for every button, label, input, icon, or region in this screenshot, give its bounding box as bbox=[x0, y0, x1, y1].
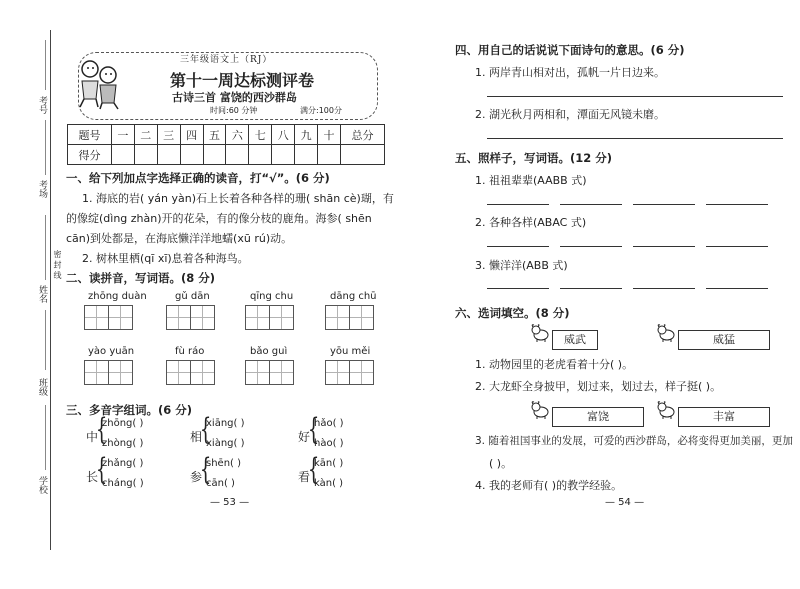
exam-title: 第十一周达标测评卷 bbox=[170, 71, 315, 90]
score-cell: 一 bbox=[111, 125, 134, 145]
score-cell: 六 bbox=[226, 125, 249, 145]
answer-line[interactable] bbox=[487, 204, 549, 205]
name-label: 姓名 bbox=[37, 285, 47, 303]
polyphone-option[interactable]: cháng( ) bbox=[102, 478, 144, 489]
section3-title: 三、多音字组词。(6 分) bbox=[66, 403, 193, 417]
answer-line[interactable] bbox=[633, 204, 695, 205]
answer-line[interactable] bbox=[487, 288, 549, 289]
page-number-right: — 54 — bbox=[605, 497, 645, 508]
time-label: 时间:60 分钟 bbox=[210, 106, 258, 115]
section2-title: 二、读拼音，写词语。(8 分) bbox=[66, 271, 216, 285]
polyphone-option[interactable]: kàn( ) bbox=[314, 478, 344, 489]
polyphone-option[interactable]: cān( ) bbox=[206, 478, 235, 489]
polyphone-option[interactable]: zhōng( ) bbox=[102, 418, 144, 429]
brace-icon: { bbox=[307, 452, 320, 487]
answer-line[interactable] bbox=[560, 288, 622, 289]
polyphone-option[interactable]: zhòng( ) bbox=[102, 438, 144, 449]
score-cell: 八 bbox=[272, 125, 295, 145]
polyphone-char: 好 bbox=[298, 430, 311, 444]
goat-icon bbox=[530, 400, 552, 420]
polyphone-option[interactable]: zhǎng( ) bbox=[102, 458, 144, 469]
answer-line[interactable] bbox=[633, 246, 695, 247]
goat-icon bbox=[656, 400, 678, 420]
word-choice[interactable]: 丰富 bbox=[678, 407, 770, 427]
polyphone-option[interactable]: xiàng( ) bbox=[206, 438, 245, 449]
word-choice[interactable]: 威武 bbox=[552, 330, 598, 350]
polyphone-char: 参 bbox=[190, 470, 203, 484]
s1-line: 2. 树林里栖(qī xī)息着各种海鸟。 bbox=[82, 252, 249, 265]
s6-question: 3. 随着祖国事业的发展，可爱的西沙群岛，必将变得更加美丽，更加 bbox=[475, 435, 793, 447]
s5-question: 1. 祖祖辈辈(AABB 式) bbox=[475, 174, 587, 187]
polyphone-option[interactable]: shēn( ) bbox=[206, 458, 242, 469]
pinyin-label: bǎo guì bbox=[250, 346, 288, 357]
section6-title: 六、选词填空。(8 分) bbox=[455, 306, 570, 320]
s1-line: 的像绽(dìng zhàn)开的花朵，有的像分枝的鹿角。海参( shēn bbox=[66, 212, 372, 225]
answer-line[interactable] bbox=[487, 96, 783, 97]
polyphone-option[interactable]: xiāng( ) bbox=[206, 418, 245, 429]
s4-question: 1. 两岸青山相对出，孤帆一片日边来。 bbox=[475, 66, 665, 79]
brace-icon: { bbox=[95, 412, 108, 447]
exam-subtitle: 古诗三首 富饶的西沙群岛 bbox=[172, 91, 297, 104]
exam-room-label: 考场 bbox=[37, 180, 47, 198]
polyphone-option[interactable]: hǎo( ) bbox=[314, 418, 344, 429]
word-choice[interactable]: 威猛 bbox=[678, 330, 770, 350]
exam-no-label: 考号 bbox=[37, 96, 47, 114]
score-cell: 总分 bbox=[340, 125, 384, 145]
pinyin-label: yōu měi bbox=[330, 346, 371, 357]
binding-line bbox=[50, 30, 51, 550]
writing-grid[interactable] bbox=[325, 360, 374, 385]
brace-icon: { bbox=[199, 452, 212, 487]
s6-question: 1. 动物园里的老虎看着十分( )。 bbox=[475, 358, 634, 371]
pinyin-label: dāng chū bbox=[330, 291, 377, 302]
section5-title: 五、照样子，写词语。(12 分) bbox=[455, 151, 613, 165]
answer-line[interactable] bbox=[633, 288, 695, 289]
word-choice[interactable]: 富饶 bbox=[552, 407, 644, 427]
score-cell: 十 bbox=[318, 125, 341, 145]
writing-grid[interactable] bbox=[84, 360, 133, 385]
score-cell: 二 bbox=[134, 125, 157, 145]
s1-line: 1. 海底的岩( yán yàn)石上长着各种各样的珊( shān cè)瑚，有 bbox=[82, 192, 394, 205]
section4-title: 四、用自己的话说说下面诗句的意思。(6 分) bbox=[455, 43, 685, 57]
polyphone-char: 长 bbox=[86, 470, 99, 484]
score-cell: 题号 bbox=[68, 125, 112, 145]
score-table bbox=[67, 124, 385, 165]
polyphone-char: 相 bbox=[190, 430, 203, 444]
score-cell: 七 bbox=[249, 125, 272, 145]
pinyin-label: gǔ dān bbox=[175, 291, 210, 302]
seal-line-label: 密 封 线 bbox=[53, 250, 62, 280]
polyphone-option[interactable]: hào( ) bbox=[314, 438, 344, 449]
writing-grid[interactable] bbox=[325, 305, 374, 330]
writing-grid[interactable] bbox=[245, 360, 294, 385]
answer-line[interactable] bbox=[487, 138, 783, 139]
writing-grid[interactable] bbox=[245, 305, 294, 330]
brace-icon: { bbox=[199, 412, 212, 447]
polyphone-char: 看 bbox=[298, 470, 311, 484]
score-cell: 三 bbox=[157, 125, 180, 145]
pinyin-label: qīng chu bbox=[250, 291, 294, 302]
goat-icon bbox=[530, 323, 552, 343]
answer-line[interactable] bbox=[706, 204, 768, 205]
score-cell: 四 bbox=[180, 125, 203, 145]
pinyin-label: yào yuān bbox=[88, 346, 135, 357]
answer-line[interactable] bbox=[560, 246, 622, 247]
answer-line[interactable] bbox=[560, 204, 622, 205]
brace-icon: { bbox=[95, 452, 108, 487]
class-label: 班级 bbox=[37, 378, 47, 396]
section1-title: 一、给下列加点字选择正确的读音，打“√”。(6 分) bbox=[66, 171, 330, 185]
writing-grid[interactable] bbox=[166, 360, 215, 385]
answer-line[interactable] bbox=[487, 246, 549, 247]
s5-question: 3. 懒洋洋(ABB 式) bbox=[475, 259, 568, 272]
score-cell: 九 bbox=[295, 125, 318, 145]
s1-line: cān)到处都是，在海底懒洋洋地蠕(xū rú)动。 bbox=[66, 232, 293, 245]
s6-question: 2. 大龙虾全身披甲，划过来，划过去，样子挺( )。 bbox=[475, 380, 722, 393]
s6-question: 4. 我的老师有( )的教学经验。 bbox=[475, 479, 623, 492]
goat-icon bbox=[656, 323, 678, 343]
s5-question: 2. 各种各样(ABAC 式) bbox=[475, 216, 587, 229]
page-number-left: — 53 — bbox=[210, 497, 250, 508]
writing-grid[interactable] bbox=[166, 305, 215, 330]
kids-illustration bbox=[76, 55, 122, 110]
polyphone-char: 中 bbox=[86, 430, 99, 444]
school-label: 学校 bbox=[37, 476, 47, 494]
polyphone-option[interactable]: kān( ) bbox=[314, 458, 344, 469]
pinyin-label: zhōng duàn bbox=[88, 291, 147, 302]
full-score-label: 满分:100分 bbox=[300, 106, 342, 115]
pinyin-label: fù ráo bbox=[175, 346, 205, 357]
score-cell: 得分 bbox=[68, 145, 112, 165]
answer-line[interactable] bbox=[706, 246, 768, 247]
score-cell: 五 bbox=[203, 125, 226, 145]
answer-line[interactable] bbox=[706, 288, 768, 289]
grade-label: 三年级语文上（RJ） bbox=[180, 55, 273, 65]
writing-grid[interactable] bbox=[84, 305, 133, 330]
brace-icon: { bbox=[307, 412, 320, 447]
s4-question: 2. 湖光秋月两相和，潭面无风镜未磨。 bbox=[475, 108, 665, 121]
s6-question: ( )。 bbox=[489, 457, 513, 470]
